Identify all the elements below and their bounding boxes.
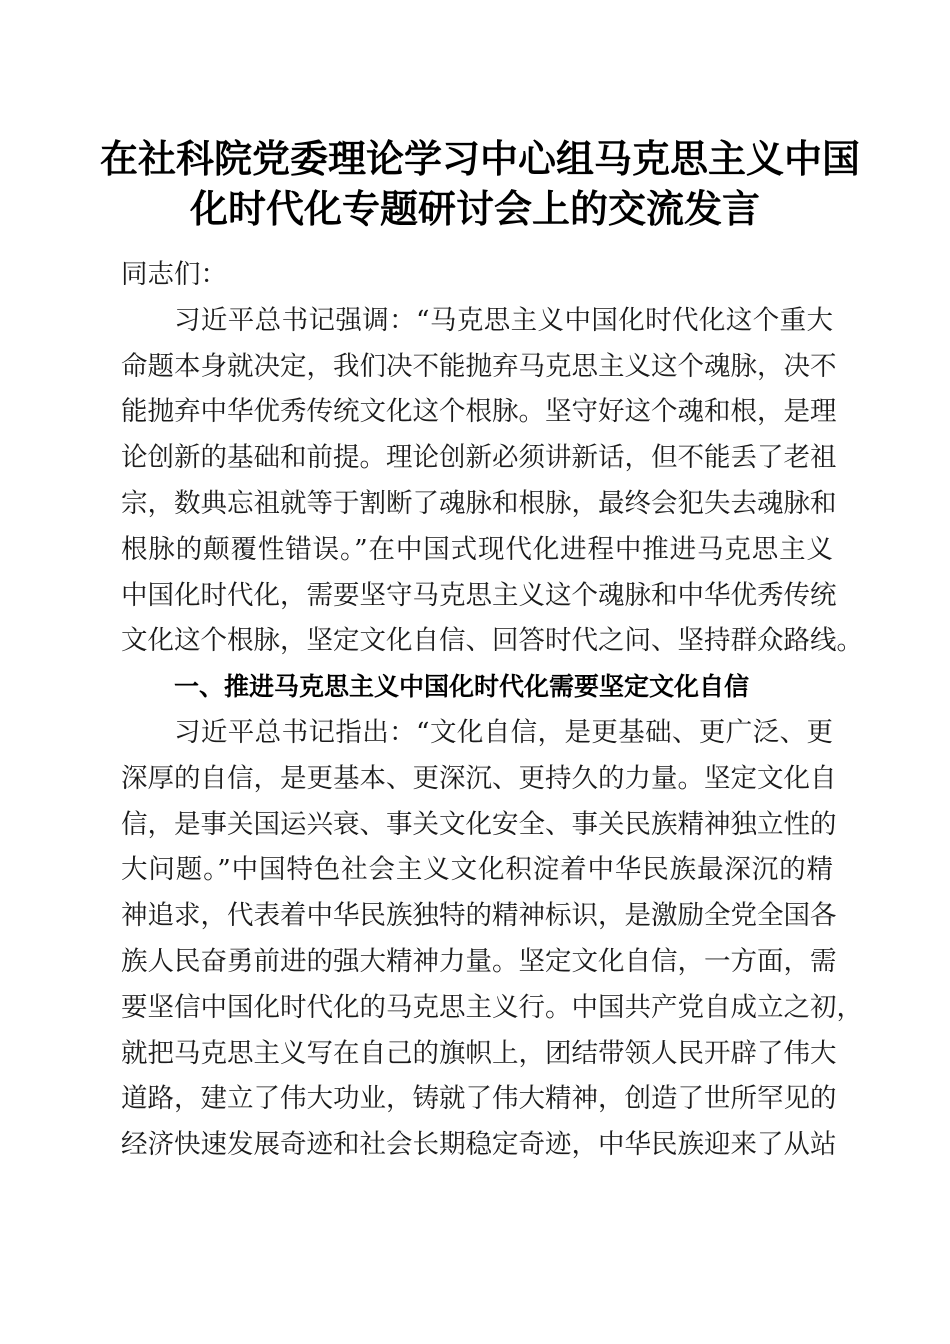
- section-heading: 一、推进马克思主义中国化时代化需要坚定文化自信: [174, 672, 750, 702]
- paragraph-line: 论创新的基础和前提。理论创新必须讲新话，但不能丢了老祖: [121, 442, 837, 474]
- document-body: [121, 252, 863, 1168]
- salutation: 同志们：: [121, 259, 227, 290]
- paragraph-line: 经济快速发展奇迹和社会长期稳定奇迹，中华民族迎来了从站: [121, 1129, 837, 1161]
- paragraph-1: [121, 298, 863, 664]
- paragraph-line: 文化这个根脉，坚定文化自信、回答时代之问、坚持群众路线。: [121, 625, 863, 657]
- paragraph-line: 深厚的自信，是更基本、更深沉、更持久的力量。坚定文化自: [121, 762, 837, 794]
- paragraph-line: 命题本身就决定，我们决不能抛弃马克思主义这个魂脉，决不: [121, 350, 837, 382]
- paragraph-line: 中国化时代化，需要坚守马克思主义这个魂脉和中华优秀传统: [121, 579, 837, 611]
- title-line-1: 在社科院党委理论学习中心组马克思主义中国: [100, 136, 861, 181]
- title-line-2: 化时代化专题研讨会上的交流发言: [189, 186, 760, 231]
- paragraph-line: 习近平总书记指出：“文化自信，是更基础、更广泛、更: [174, 716, 833, 748]
- document-title: [100, 134, 861, 234]
- paragraph-line: 信，是事关国运兴衰、事关文化安全、事关民族精神独立性的: [121, 808, 837, 840]
- paragraph-line: 道路，建立了伟大功业，铸就了伟大精神，创造了世所罕见的: [121, 1083, 837, 1115]
- paragraph-line: 要坚信中国化时代化的马克思主义行。中国共产党自成立之初，: [121, 991, 863, 1023]
- paragraph-line: 大问题。”中国特色社会主义文化积淀着中华民族最深沉的精: [121, 854, 833, 886]
- paragraph-line: 能抛弃中华优秀传统文化这个根脉。坚守好这个魂和根，是理: [121, 396, 837, 428]
- paragraph-2: [121, 710, 863, 1168]
- paragraph-line: 根脉的颠覆性错误。”在中国式现代化进程中推进马克思主义: [121, 533, 833, 565]
- paragraph-line: 习近平总书记强调：“马克思主义中国化时代化这个重大: [174, 304, 833, 336]
- paragraph-line: 神追求，代表着中华民族独特的精神标识，是激励全党全国各: [121, 900, 837, 932]
- paragraph-line: 族人民奋勇前进的强大精神力量。坚定文化自信，一方面，需: [121, 945, 837, 977]
- paragraph-line: 就把马克思主义写在自己的旗帜上，团结带领人民开辟了伟大: [121, 1037, 837, 1069]
- paragraph-line: 宗，数典忘祖就等于割断了魂脉和根脉，最终会犯失去魂脉和: [121, 487, 837, 519]
